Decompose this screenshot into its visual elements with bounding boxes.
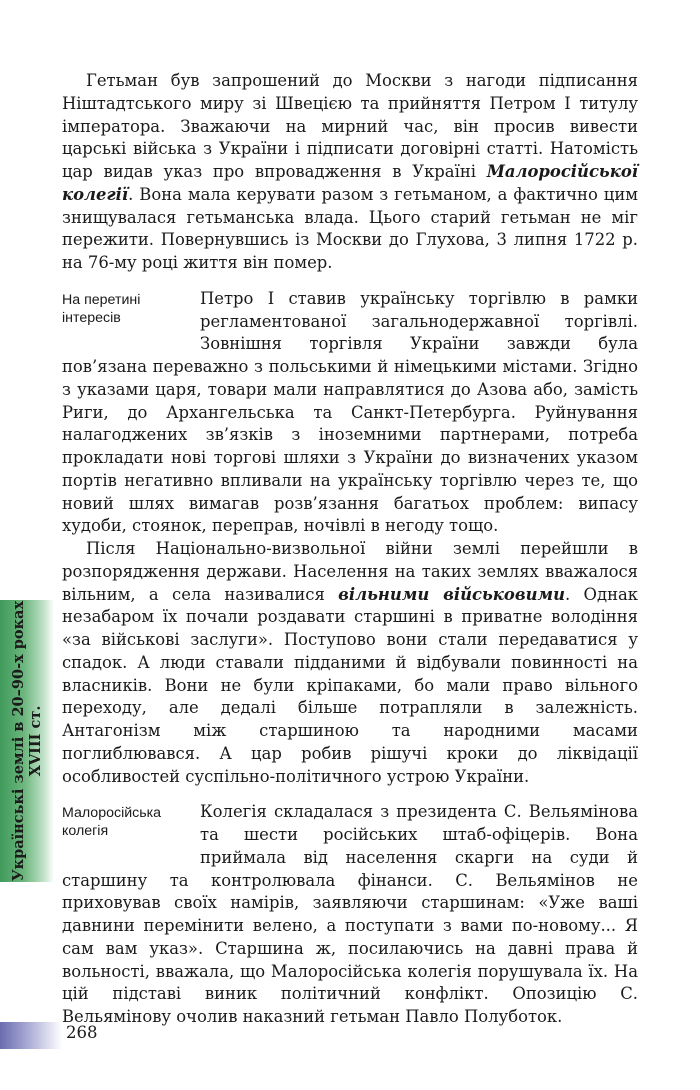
page-body: [62, 70, 638, 1029]
section-paragraph: [62, 538, 638, 788]
para-text-2: . Однак незабаром їх почали роздавати старшині в приватне володіння «за військові заслуги». Поступово вони стали передаватися у спадок. А люди ставали підданими й відбували повинності на власників. Вони не були кріпаками, бо мали право вільного переходу, але дедалі більше потрапляли в залежність. Антагонізм між старшиною та народними масами поглиблювався. А цар робив рішучі кроки до ліквідації особливостей суспільно-політичного устрою України.: [62, 584, 639, 786]
chapter-title-line1: Українські землі в 20–90-х роках: [10, 600, 27, 882]
section-trade-interests: [62, 288, 638, 789]
page-number-bar: [0, 1022, 62, 1049]
section-heading-line2: інтересів: [62, 309, 121, 326]
page-number: 268: [66, 1023, 98, 1042]
section-paragraph: Петро I ставив українську торгівлю в рамки регламентованої загальнодержавної торгівлі. Зовнішня торгівля України завжди була пов’язана переважно з польськими й німецькими містами. Згідно з указами царя, товари мали направлятися до Азова або, замість Риги, до Архангельська та Санкт-Петербурга. Руйнування налагоджених зв’язків з іноземними партнерами, потреба прокладати нові торгові шляхи з України до визначених указом портів негативно впливали на українську торгівлю через те, що новий шлях вимагав розв’язання багатьох проблем: випасу худоби, стоянок, переправ, ночівлі в негоду тощо.: [62, 288, 638, 536]
section-heading: [62, 288, 194, 355]
term-malorosiyska-kolegiya: Малоросійської колегії: [62, 162, 638, 204]
para-text-1: Після Національно-визвольної війни землі перейшли в розпорядження держави. Населення на таких землях вважалося вільним, а села називалися: [62, 539, 638, 604]
section-malorosiyska-kolegiya: [62, 801, 638, 1029]
section-paragraph: Колегія складалася з президента С. Вельямінова та шести російських штаб-офіцерів. Вона приймала від населення скарги на суди й старшину та контролювала фінанси. С. Вельямінов не приховував своїх намірів, заявляючи старшинам: «Уже ваші давнини перемінити велено, а поступати з вами по-новому... Я сам вам указ». Старшина ж, посилаючись на давні права й вольності, вважала, що Малоросійська колегія порушувала їх. На цій підставі виник політичний конфлікт. Опозицію С. Вельямінову очолив наказний гетьман Павло Полуботок.: [62, 802, 638, 1026]
chapter-title-line2: XVIII ст.: [27, 705, 44, 777]
section-heading: [62, 801, 194, 868]
chapter-side-tab: [0, 600, 54, 882]
chapter-title: [10, 600, 44, 882]
intro-text-2: . Вона мала керувати разом з гетьманом, а фактично цим знищувалася гетьманська влада. Цього старий гетьман не міг пережити. Повернувшись із Москви до Глухова, 3 липня 1722 р. на 76-му році життя він помер.: [62, 184, 638, 272]
term-vilni-viyskovi: вільними військовими: [338, 584, 566, 604]
intro-text-1: Гетьман був запрошений до Москви з нагоди підписання Ніштадтського миру зі Швецією та прийняття Петром I титулу імператора. Зважаючи на мирний час, він просив вивести царські війська з України і підписати договірні статті. Натомість цар видав указ про впровадження в Україні: [62, 71, 638, 181]
intro-paragraph: [62, 70, 638, 275]
section-heading-line1: Малоросійська: [62, 805, 162, 822]
section-heading-line2: колегія: [62, 823, 109, 840]
section-heading-line1: На перетині: [62, 291, 141, 308]
